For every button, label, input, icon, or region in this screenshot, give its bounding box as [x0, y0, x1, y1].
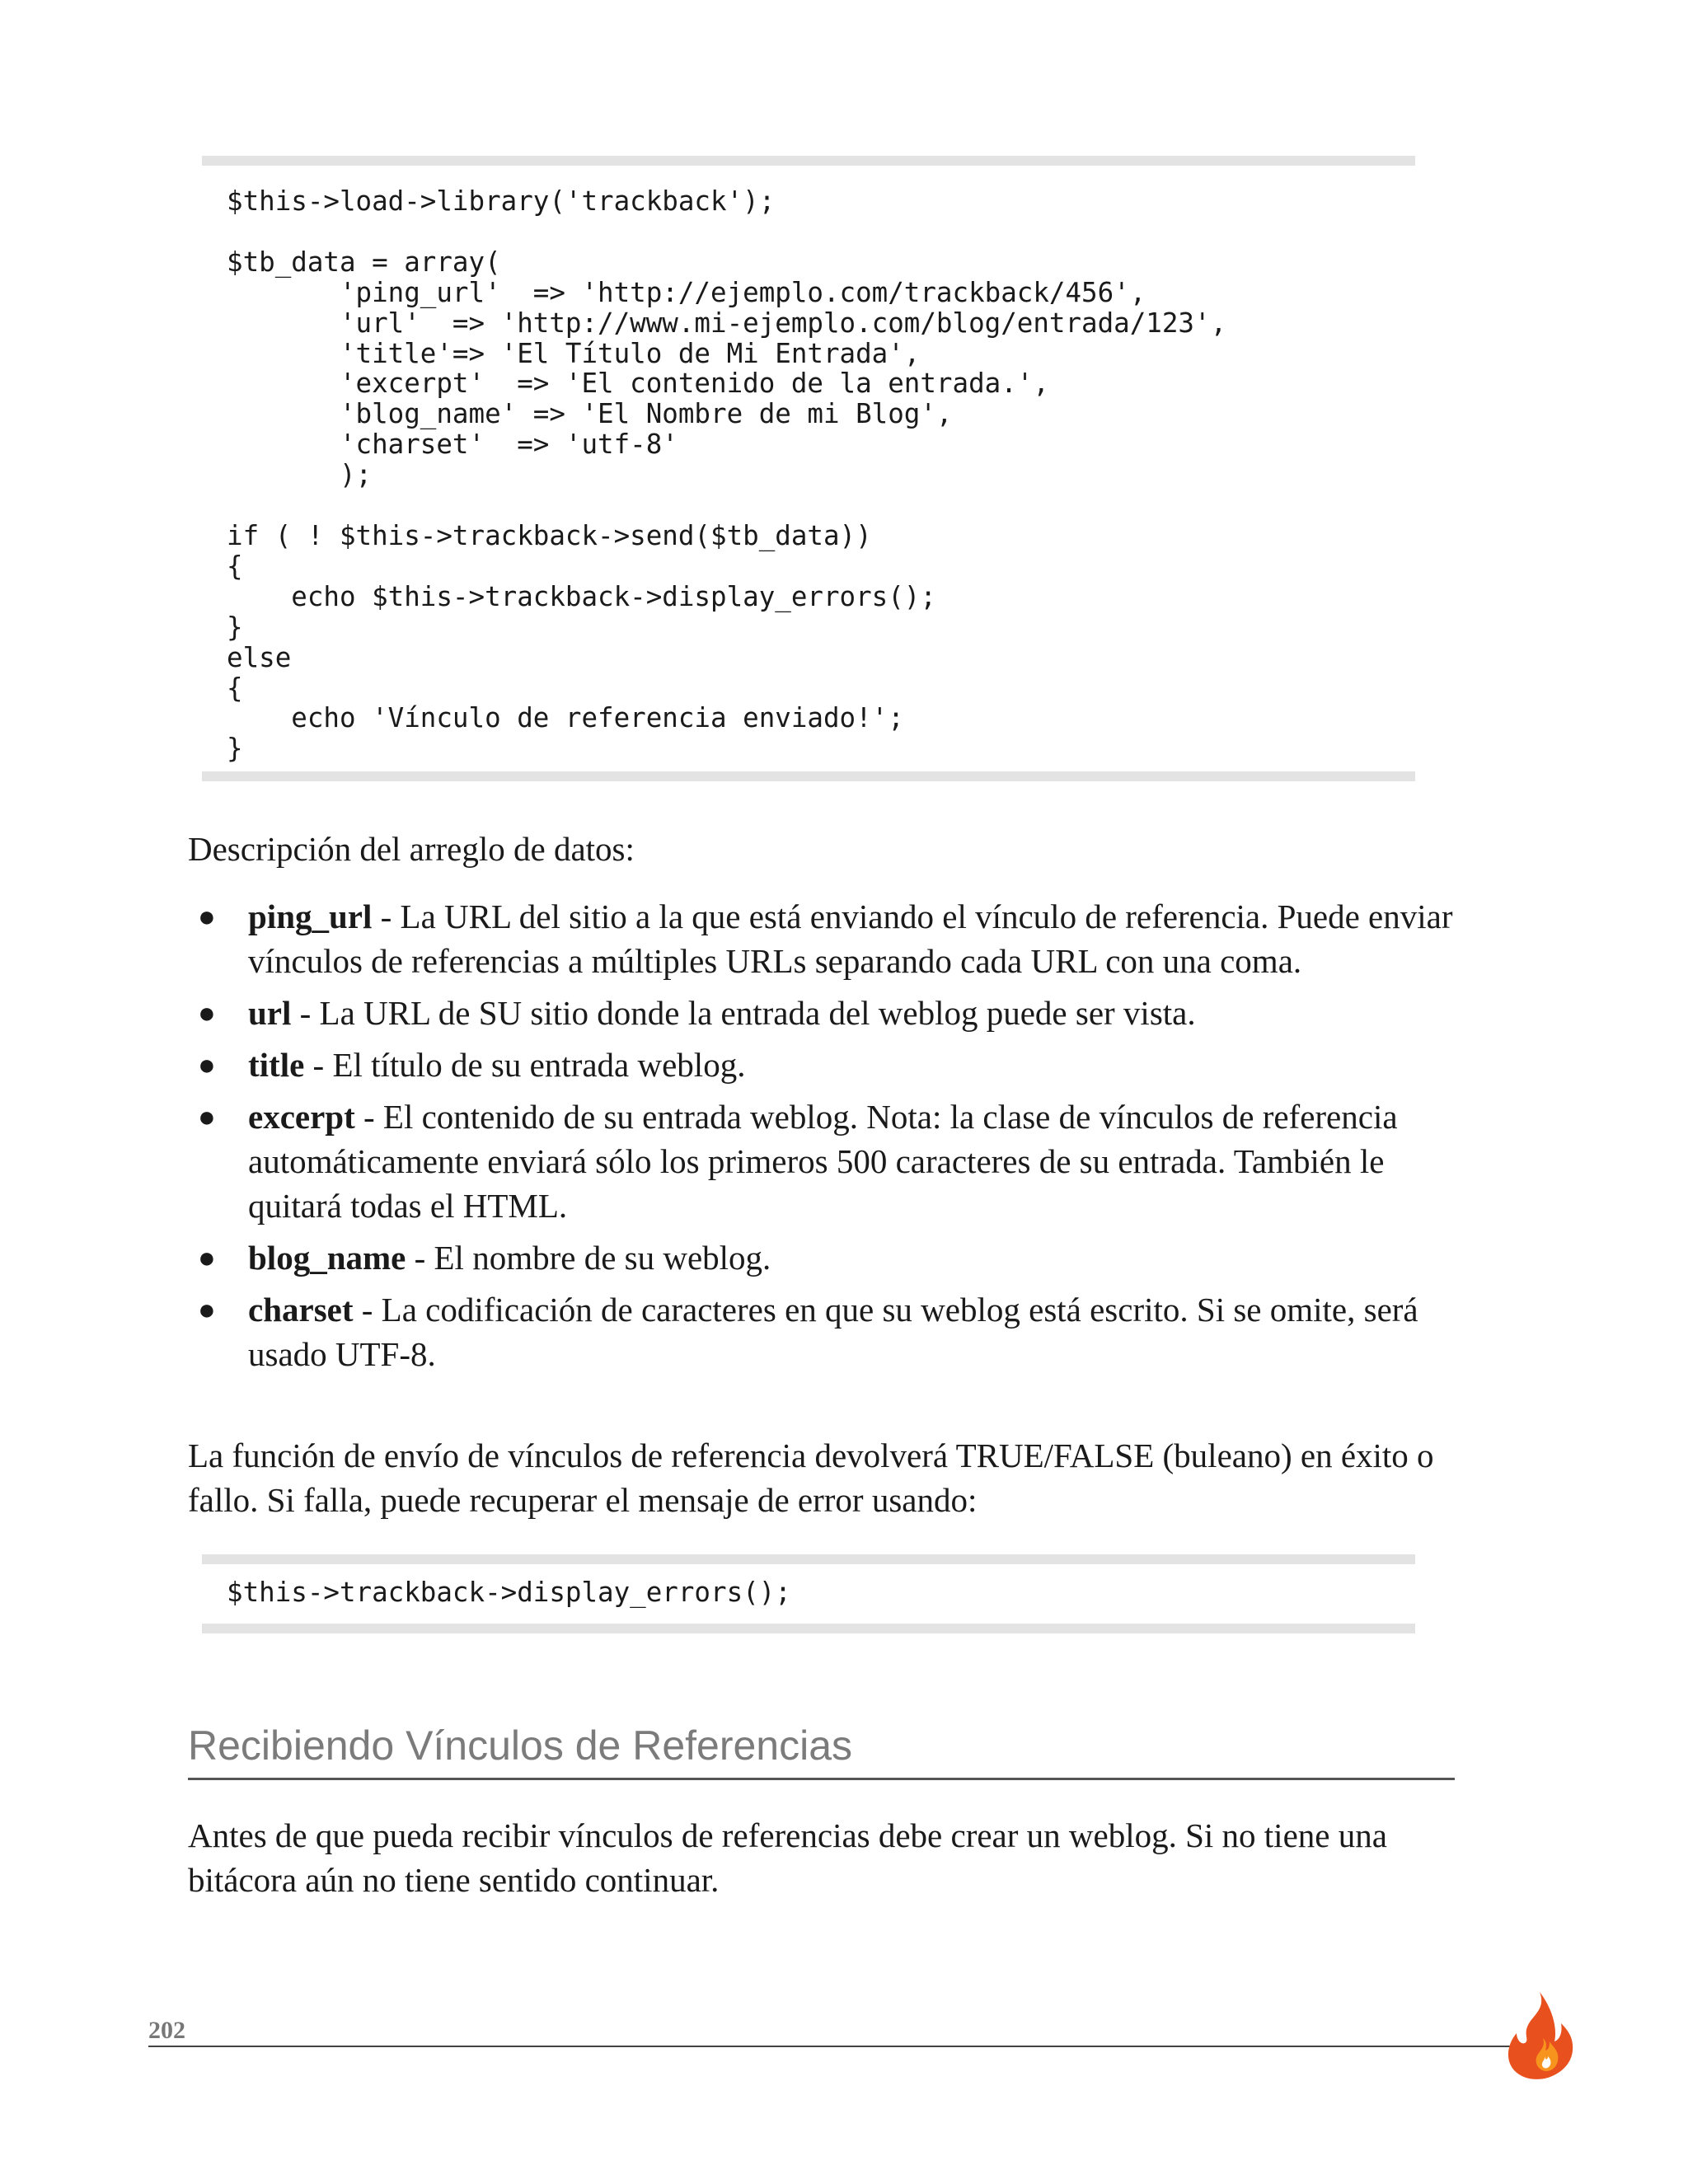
return-paragraph: La función de envío de vínculos de referencia devolverá TRUE/FALSE (buleano) en éxito o fallo. Si falla, puede recuperar el mensaje de error usando: — [188, 1436, 1434, 1519]
field-description: - La codificación de caracteres en que su weblog está escrito. Si se omite, será usado UTF-8. — [248, 1291, 1418, 1373]
bullet-icon: ● — [198, 1241, 216, 1274]
list-item — [188, 1043, 1457, 1087]
field-term: ping_url — [248, 898, 373, 935]
bullet-icon: ● — [198, 1293, 216, 1326]
list-item — [188, 1235, 1457, 1280]
field-description: - El contenido de su entrada weblog. Nota: la clase de vínculos de referencia automáticamente enviará sólo los primeros 500 caracteres de su entrada. También le quitará todas el HTML. — [248, 1098, 1398, 1225]
section-heading: Recibiendo Vínculos de Referencias — [188, 1718, 1455, 1780]
bullet-icon: ● — [198, 1100, 216, 1133]
list-item — [188, 991, 1457, 1035]
bullet-icon: ● — [198, 900, 216, 933]
field-term: blog_name — [248, 1239, 406, 1277]
code-text: $this->trackback->display_errors(); — [227, 1577, 791, 1608]
flame-logo-icon — [1500, 1990, 1582, 2081]
code-text: $this->load->library('trackback'); $tb_data = array( 'ping_url' => 'http://ejemplo.com/trackback/456', 'url' => 'http://www.mi-ejemplo.com/blog/entrada/123', 'title'=> 'El Título de Mi Entrada', 'excerpt' => 'El contenido de la entrada.', 'blog_name' => 'El Nombre de mi Blog', 'charset' => 'utf-8' ); if ( ! $this->trackback->send($tb_data)) { echo $this->trackback->display_errors(); } else { echo 'Vínculo de referencia enviado!'; } — [227, 185, 1227, 765]
intro-paragraph: Descripción del arreglo de datos: — [188, 830, 635, 868]
field-term: excerpt — [248, 1098, 355, 1136]
field-list — [188, 894, 1457, 1384]
page-number: 202 — [148, 2017, 185, 2044]
field-description: - La URL del sitio a la que está enviando el vínculo de referencia. Puede enviar vínculos de referencias a múltiples URLs separando cada URL con una coma. — [248, 898, 1453, 980]
field-term: charset — [248, 1291, 354, 1329]
list-item — [188, 1287, 1457, 1376]
footer-divider — [148, 2046, 1526, 2047]
field-term: title — [248, 1046, 305, 1084]
section-paragraph: Antes de que pueda recibir vínculos de referencias debe crear un weblog. Si no tiene una bitácora aún no tiene sentido continuar. — [188, 1816, 1387, 1899]
list-item — [188, 894, 1457, 983]
field-description: - La URL de SU sitio donde la entrada del weblog puede ser vista. — [291, 994, 1196, 1032]
list-item — [188, 1094, 1457, 1228]
field-term: url — [248, 994, 292, 1032]
field-description: - El título de su entrada weblog. — [304, 1046, 746, 1084]
code-block-display-errors — [202, 1554, 1415, 1633]
bullet-icon: ● — [198, 1048, 216, 1081]
code-block-send-trackback — [202, 156, 1415, 781]
bullet-icon: ● — [198, 996, 216, 1029]
field-description: - El nombre de su weblog. — [406, 1239, 771, 1277]
